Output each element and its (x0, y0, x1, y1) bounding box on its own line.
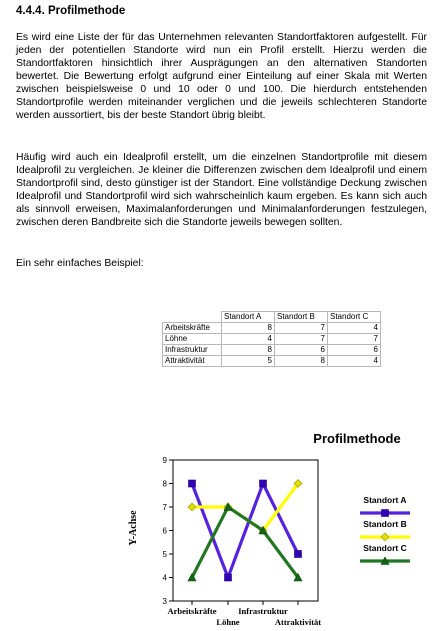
y-tick-label: 8 (162, 479, 167, 489)
y-tick-label: 3 (162, 597, 167, 606)
data-point (189, 480, 196, 487)
chart-title: Profilmethode (313, 431, 401, 446)
table-row (163, 334, 381, 345)
example-intro: Ein sehr einfaches Beispiel: (16, 258, 144, 269)
table-cell: 8 (222, 345, 275, 356)
table-header-cell: Standort C (328, 312, 381, 323)
legend-label: Standort B (363, 519, 407, 529)
table-cell: 8 (275, 356, 328, 367)
table-cell: 6 (275, 345, 328, 356)
y-tick-label: 6 (162, 526, 167, 536)
legend-label: Standort A (363, 495, 407, 505)
legend-label: Standort C (363, 543, 407, 553)
data-point (260, 480, 267, 487)
x-tick-label: Attraktivität (274, 617, 322, 627)
table-cell: 6 (328, 345, 381, 356)
table-row-label: Attraktivität (163, 356, 222, 367)
y-tick-label: 5 (162, 550, 167, 559)
x-tick-label: Arbeitskräfte (167, 606, 217, 616)
y-tick-label: 9 (162, 456, 167, 465)
data-point (225, 574, 232, 581)
table-row (163, 345, 381, 356)
data-point (295, 551, 302, 558)
table-header-cell: Standort B (275, 312, 328, 323)
table-row (163, 323, 381, 334)
series-line (192, 484, 298, 578)
series-line (192, 507, 298, 578)
table-row-label: Arbeitskräfte (163, 323, 222, 334)
legend-marker (381, 533, 389, 541)
y-axis-label: Y-Achse (128, 510, 139, 546)
legend-marker (382, 510, 389, 517)
x-tick-label: Infrastruktur (238, 606, 288, 616)
table-header-cell: Standort A (222, 312, 275, 323)
y-tick-label: 4 (162, 573, 167, 583)
table-cell: 4 (328, 323, 381, 334)
section-heading: 4.4.4. Profilmethode (16, 5, 126, 17)
table-cell: 7 (328, 334, 381, 345)
profile-chart (0, 420, 446, 631)
y-tick-label: 7 (162, 503, 167, 512)
table-cell: 7 (275, 323, 328, 334)
table-cell: 5 (222, 356, 275, 367)
table-row (163, 356, 381, 367)
table-header-row (163, 312, 381, 323)
table-row-label: Infrastruktur (163, 345, 222, 356)
table-corner-cell (163, 312, 222, 323)
x-tick-label: Löhne (216, 617, 240, 627)
paragraph-2: Häufig wird auch ein Idealprofil erstellt, um die einzelnen Standortprofile mit diesem Idealprofil zu vergleichen. Je kleiner die Differenzen zwischen dem Idealprofil und einem Standortprofil sind, desto günstiger ist der Standort. Eine vollständige Deckung zwischen Idealprofil und Standortprofil wird sich wahrscheinlich kaum ergeben. Es kann sich auch als sinnvoll erweisen, Maximalanforderungen und Minimalanforderungen festzulegen, zwischen deren Bandbreite sich die Standorte jeweils bewegen sollten. (16, 152, 427, 228)
table-row-label: Löhne (163, 334, 222, 345)
table-cell: 7 (275, 334, 328, 345)
table-cell: 8 (222, 323, 275, 334)
table-cell: 4 (328, 356, 381, 367)
data-point (188, 503, 196, 511)
table-cell: 4 (222, 334, 275, 345)
paragraph-1: Es wird eine Liste der für das Unternehmen relevanten Standortfaktoren aufgestellt. Für jeden der potentiellen Standorte wird nun ein Profil erstellt. Hierzu werden die Standortfaktoren hinsichtlich ihrer Ausprägungen an den alternativen Standorten bewertet. Die Bewertung erfolgt aufgrund einer Einteilung auf einer Skala mit Werten zwischen beispielsweise 0 und 10 oder 0 und 100. Die hierdurch entstehenden Standortprofile werden miteinander verglichen und die jeweils schlechteren Standorte werden aussortiert, bis der beste Standort übrig bleibt. (16, 32, 427, 121)
data-table (162, 311, 381, 367)
